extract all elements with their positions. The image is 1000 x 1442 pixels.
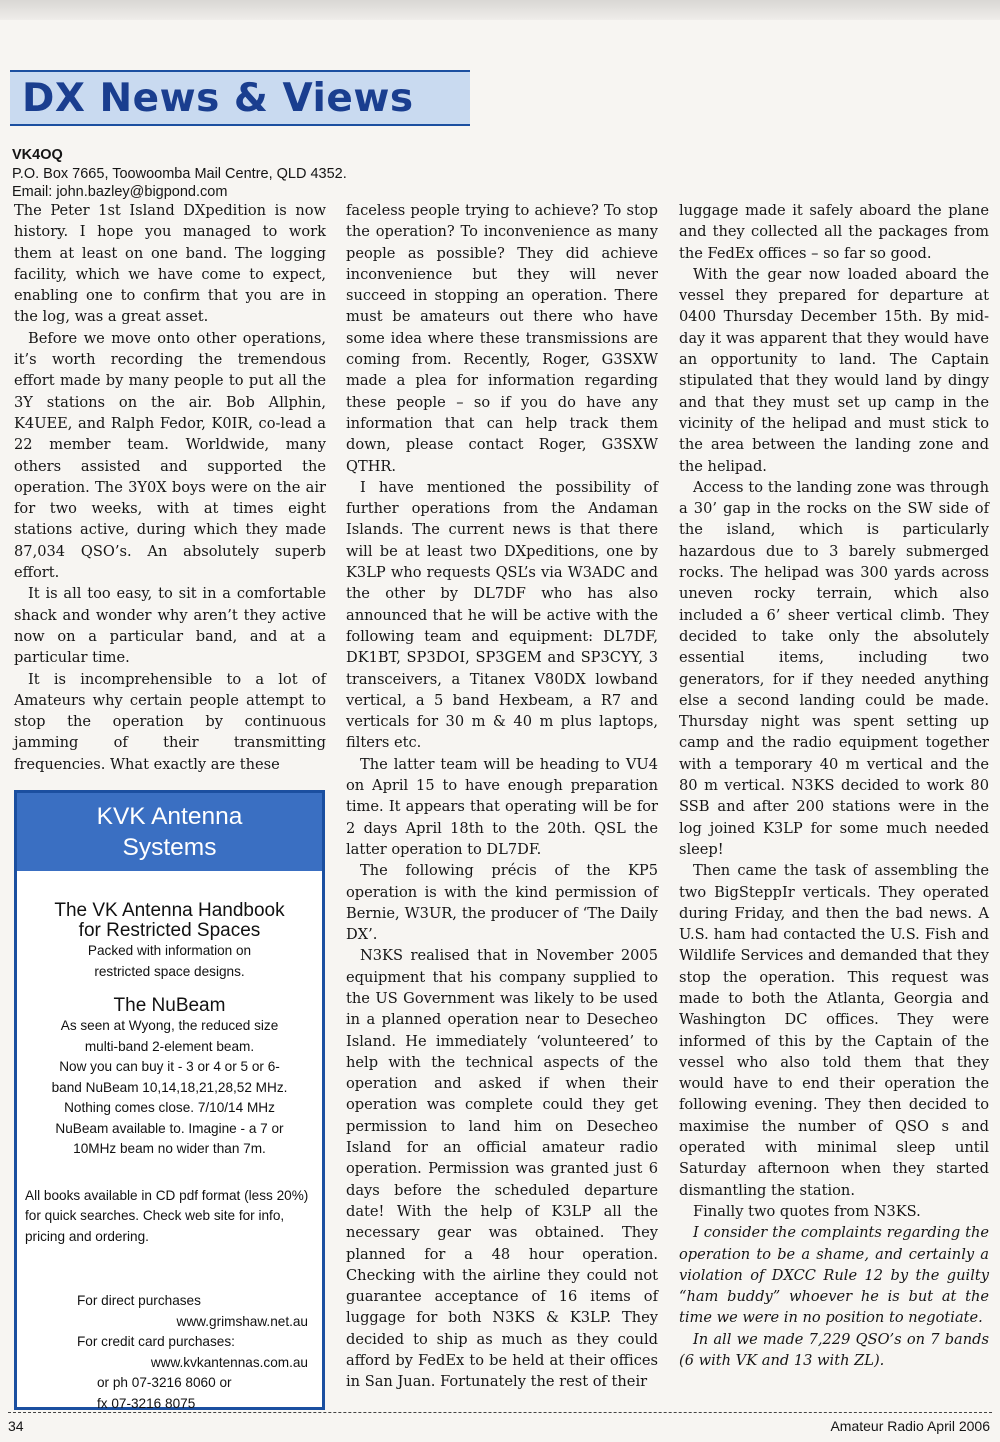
ad-book-title-line1: The VK Antenna Handbook <box>54 900 285 921</box>
ad-nubeam-line: As seen at Wyong, the reduced size <box>60 1018 279 1033</box>
paragraph: Then came the task of assembling the two BigSteppIr verticals. They operated during Friday, and then the bad news. A U.S. ham had contacted the U.S. Fish and Wildlife Services and demanded that they stop the operation. This request was made to both the Atlanta, Georgia and Washington DC offices. They were informed of this by the Captain of the vessel who also told them that they would have to end their operation the following evening. They then decided to maximise the number of QSO s and operated with minimal sleep until Saturday afternoon when they started dismantling the station. <box>679 862 989 1199</box>
ad-credit-url: www.kvkantennas.com.au <box>150 1354 308 1370</box>
ad-nubeam-line: 10MHz beam no wider than 7m. <box>73 1141 266 1156</box>
author-address: P.O. Box 7665, Toowoomba Mail Centre, QLD 4352. <box>12 165 347 182</box>
ad-book-desc-line2: restricted space designs. <box>94 963 245 979</box>
article-column-1 <box>14 200 326 775</box>
ad-phone: or ph 07-3216 8060 or <box>97 1375 232 1390</box>
paragraph: I have mentioned the possibility of further operations from the Andaman Islands. The current news is that there will be at least two DXpeditions, one by K3LP who requests QSL’s via W3ADC and the other by DL7DF who has also announced that he will be active with the following team and equipment: DL7DF, DK1BT, SP3DOI, SP3GEM and SP3CYY, 3 transceivers, a Titanex V80DX lowband vertical, a 5 band Hexbeam, a R7 and verticals for 30 m & 40 m plus laptops, filters etc. <box>346 478 658 752</box>
ad-book-title-line2: for Restricted Spaces <box>78 920 261 941</box>
top-edge-strip <box>0 0 1000 20</box>
article-column-2 <box>346 200 658 1393</box>
paragraph: luggage made it safely aboard the plane and they collected all the packages from the FedEx offices – so far so good. <box>679 202 989 262</box>
ad-nubeam-line: Nothing comes close. 7/10/14 MHz <box>64 1100 275 1115</box>
kvk-antenna-advertisement <box>14 790 325 1410</box>
ad-credit-label: For credit card purchases: <box>77 1334 235 1349</box>
author-callsign: VK4OQ <box>12 147 63 163</box>
ad-company-header <box>17 793 322 871</box>
paragraph: faceless people trying to achieve? To stop the operation? To inconvenience as many people as possible? They did achieve inconvenience but they will never succeed in stopping an operation. There must be amateurs out there who have some idea where these transmissions are coming from. Recently, Roger, G3SXW made a plea for information regarding these people – so if you do have any information that can help track them down, please contact Roger, G3SXW QTHR. <box>346 202 658 475</box>
ad-direct-label: For direct purchases <box>77 1293 201 1308</box>
ad-nubeam-title: The NuBeam <box>113 995 226 1016</box>
ad-fax: fx 07-3216 8075 <box>97 1395 196 1411</box>
author-email: Email: john.bazley@bigpond.com <box>12 184 228 200</box>
section-title-banner <box>10 70 470 126</box>
paragraph: The latter team will be heading to VU4 on April 15 to have enough preparation time. It appears that operating will be for 2 days April 18th to the 20th. QSL the latter operation to DL7DF. <box>346 755 658 858</box>
section-title: DX News & Views <box>22 76 414 121</box>
paragraph: It is incomprehensible to a lot of Amateurs why certain people attempt to stop the operation by continuous jamming of their transmitting frequencies. What exactly are these <box>14 670 326 773</box>
paragraph: With the gear now loaded aboard the vessel they prepared for departure at 0400 Thursday December 15th. By mid-day it was apparent that they would have an opportunity to land. The Captain stipulated that they would land by dingy and that they must set up camp in the vicinity of the helipad and must stick to the area between the landing zone and the helipad. <box>679 265 989 475</box>
ad-company-line1: KVK Antenna <box>96 803 243 830</box>
ad-nubeam-line: multi-band 2-element beam. <box>84 1038 255 1054</box>
article-column-3 <box>679 200 989 1371</box>
footer-divider <box>8 1412 992 1413</box>
author-block <box>12 146 347 202</box>
ad-book-desc-line1: Packed with information on <box>87 943 252 958</box>
paragraph: It is all too easy, to sit in a comfortable shack and wonder why aren’t they active now on a particular band, and at a particular time. <box>14 585 326 667</box>
paragraph: Access to the landing zone was through a 30’ gap in the rocks on the SW side of the island, which is particularly hazardous due to 3 barely submerged rocks. The helipad was 300 yards across uneven rocky terrain, which also included a 6’ sheer vertical climb. They decided to take only the absolutely essential items, including two generators, for if they needed anything else a second landing could be made. Thursday night was spent setting up camp and the radio equipment together with a temporary 40 m vertical and the 80 m vertical. N3KS decided to work 80 SSB and after 200 stations were in the log joined K3LP for some much needed sleep! <box>679 478 989 858</box>
paragraph: Before we move onto other operations, it’s worth recording the tremendous effort made by many people to put all the 3Y stations on the air. Bob Allphin, K4UEE, and Ralph Fedor, K0IR, co-lead a 22 member team. Worldwide, many others assisted and supported the operation. The 3Y0X boys were on the air for two weeks, with at times eight stations active, during which they made 87,034 QSO’s. An absolutely superb effort. <box>14 329 326 582</box>
quote-paragraph: I consider the complaints regarding the operation to be a shame, and certainly a violation of DXCC Rule 12 by the guilty “ham buddy” whoever he is but at the time we were in no position to negotiate. <box>679 1224 989 1327</box>
quote-paragraph: In all we made 7,229 QSO’s on 7 bands (6 with VK and 13 with ZL). <box>679 1330 989 1370</box>
paragraph: The following précis of the KP5 operation is with the kind permission of Bernie, W3UR, the producer of ‘The Daily DX’. <box>346 862 658 944</box>
ad-nubeam-line: band NuBeam 10,14,18,21,28,52 MHz. <box>51 1079 288 1095</box>
ad-books-note: All books available in CD pdf format (less 20%) for quick searches. Check web site for info, pricing and ordering. <box>25 1187 309 1244</box>
paragraph: Finally two quotes from N3KS. <box>693 1202 921 1220</box>
publication-footer: Amateur Radio April 2006 <box>830 1418 990 1434</box>
ad-nubeam-line: Now you can buy it - 3 or 4 or 5 or 6- <box>59 1059 280 1074</box>
paragraph: The Peter 1st Island DXpedition is now history. I hope you managed to work them at least on one band. The logging facility, which we have come to expect, enabling one to confirm that you are in the log, was a great asset. <box>14 202 326 326</box>
ad-company-line2: Systems <box>122 834 217 861</box>
page-number: 34 <box>8 1418 24 1434</box>
ad-direct-url: www.grimshaw.net.au <box>176 1313 308 1329</box>
ad-nubeam-line: NuBeam available to. Imagine - a 7 or <box>55 1120 284 1136</box>
paragraph: N3KS realised that in November 2005 equipment that his company supplied to the US Government was likely to be used in a planned operation near to Desecheo Island. He immediately ‘volunteered’ to help with the technical aspects of the operation and asked if when their operation was complete could they get permission to land him on Desecheo Island for an official amateur radio operation. Permission was granted just 6 days before the scheduled departure date! With the help of K3LP all the necessary gear was obtained. They planned for a 48 hour operation. Checking with the airline they could not guarantee acceptance of 16 items of luggage for both N3KS & K3LP. They decided to ship as much as they could afford by FedEx to be held at their offices in San Juan. Fortunately the rest of their <box>346 947 658 1391</box>
